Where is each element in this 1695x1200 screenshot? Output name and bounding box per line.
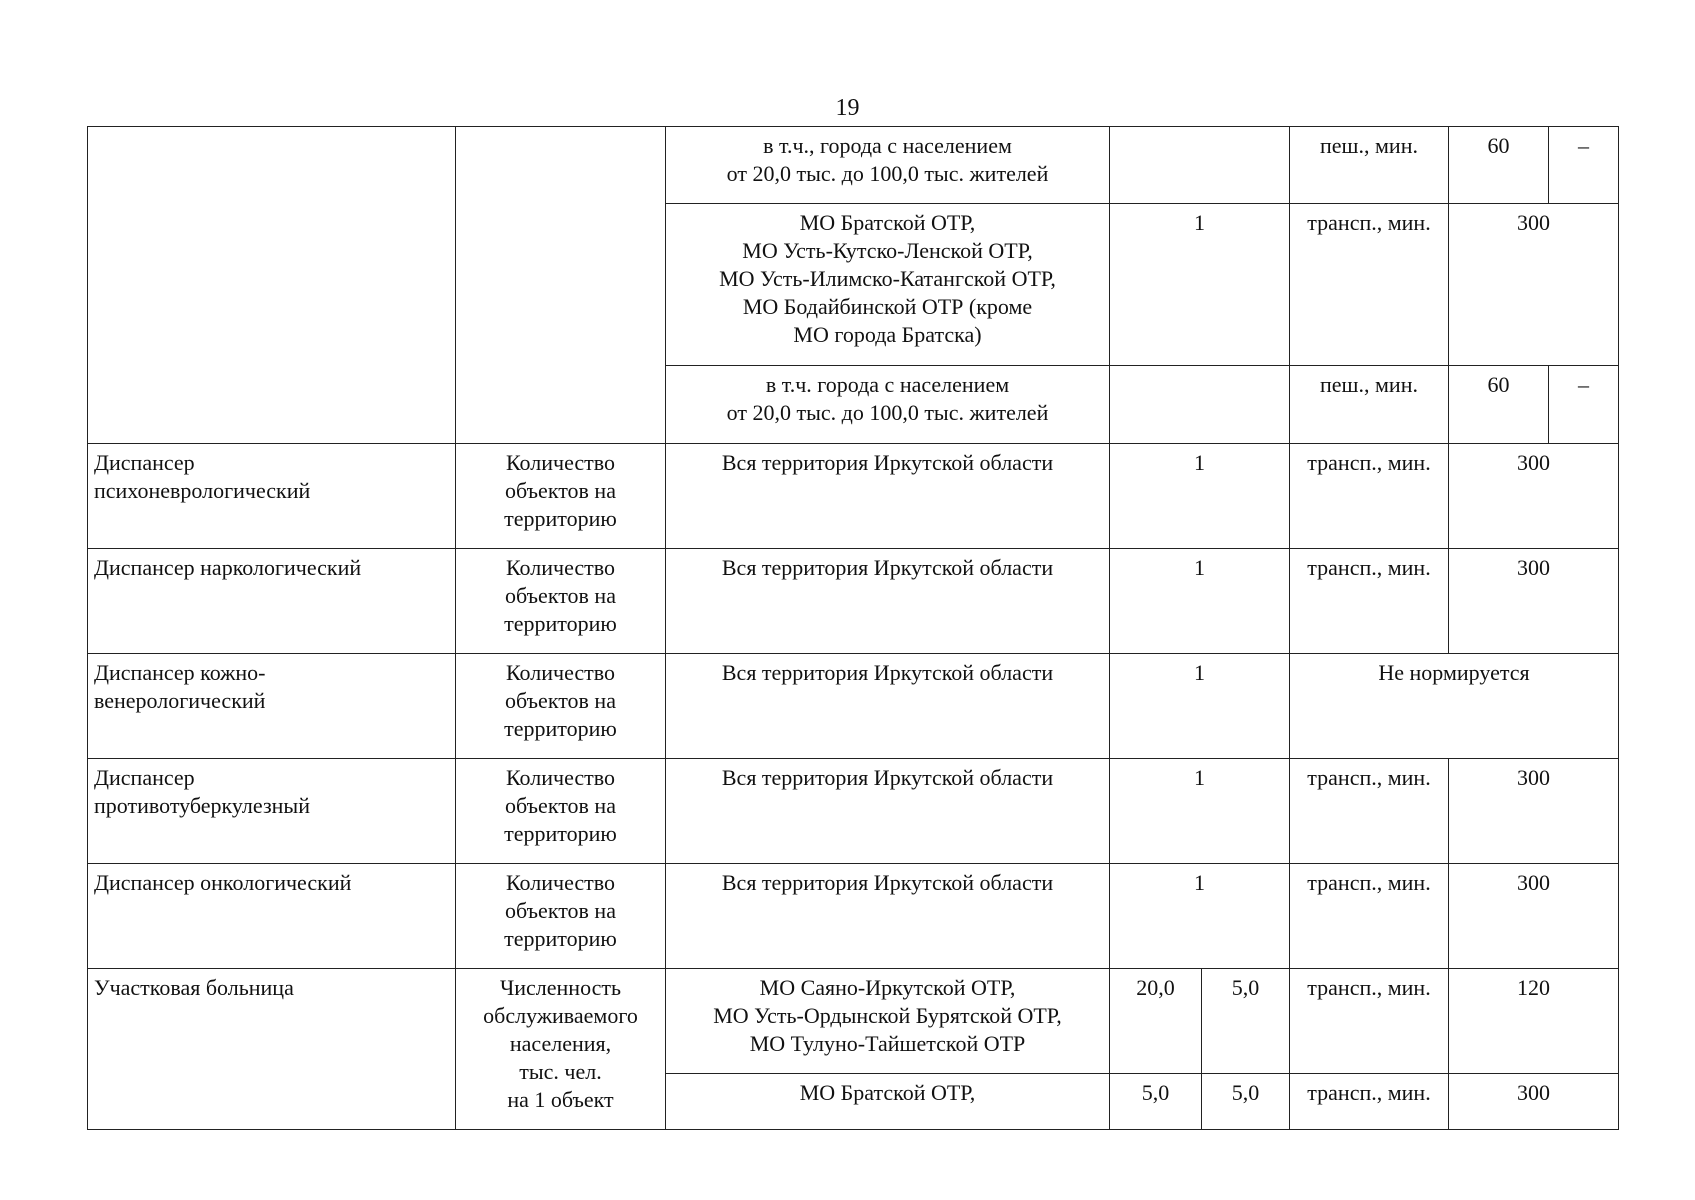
cell-indicator: Численность обслуживаемого населения, тыс. чел. на 1 объект: [456, 969, 666, 1130]
cell-facility-name: Диспансер кожно- венерологический: [88, 654, 456, 759]
cell-access-type: трансп., мин.: [1290, 864, 1449, 969]
cell-indicator-continued: [456, 127, 666, 444]
cell-count: 1: [1110, 549, 1290, 654]
cell-access-value: 300: [1449, 204, 1619, 366]
cell-count: 1: [1110, 864, 1290, 969]
table-row: [88, 127, 1619, 204]
cell-facility-name: Диспансер психоневрологический: [88, 444, 456, 549]
cell-access-type: трансп., мин.: [1290, 1074, 1449, 1130]
cell-access-value: 300: [1449, 1074, 1619, 1130]
cell-facility-name: Участковая больница: [88, 969, 456, 1130]
cell-access-value: 60: [1449, 366, 1549, 444]
cell-access-type: пеш., мин.: [1290, 366, 1449, 444]
table-row: [88, 654, 1619, 759]
cell-access-type: трансп., мин.: [1290, 204, 1449, 366]
cell-facility-name: Диспансер онкологический: [88, 864, 456, 969]
cell-value-2: 5,0: [1202, 969, 1290, 1074]
cell-facility-name: Диспансер наркологический: [88, 549, 456, 654]
cell-value-1: 20,0: [1110, 969, 1202, 1074]
cell-territory: Вся территория Иркутской области: [666, 864, 1110, 969]
cell-access-value: 300: [1449, 864, 1619, 969]
cell-facility-name: Диспансер противотуберкулезный: [88, 759, 456, 864]
cell-count: 1: [1110, 759, 1290, 864]
cell-indicator: Количество объектов на территорию: [456, 444, 666, 549]
cell-count: 1: [1110, 654, 1290, 759]
cell-territory: Вся территория Иркутской области: [666, 444, 1110, 549]
cell-territory: Вся территория Иркутской области: [666, 549, 1110, 654]
table-row: [88, 444, 1619, 549]
cell-access-value: 300: [1449, 444, 1619, 549]
cell-count: [1110, 366, 1290, 444]
cell-access-value: 120: [1449, 969, 1619, 1074]
cell-access-value: 300: [1449, 549, 1619, 654]
cell-value-1: 5,0: [1110, 1074, 1202, 1130]
cell-access-type: трансп., мин.: [1290, 549, 1449, 654]
page-number: 19: [835, 95, 860, 121]
cell-access-type: пеш., мин.: [1290, 127, 1449, 204]
cell-access-value: 300: [1449, 759, 1619, 864]
norms-table: [87, 126, 1619, 1130]
cell-access-value: 60: [1449, 127, 1549, 204]
cell-facility-continued: [88, 127, 456, 444]
cell-indicator: Количество объектов на территорию: [456, 759, 666, 864]
cell-access-not-normalized: Не нормируется: [1290, 654, 1619, 759]
cell-count: 1: [1110, 444, 1290, 549]
cell-access-type: трансп., мин.: [1290, 759, 1449, 864]
cell-territory: МО Братской ОТР, МО Усть-Кутско-Ленской ОТР, МО Усть-Илимско-Катангской ОТР, МО Бодайбинской ОТР (кроме МО города Братска): [666, 204, 1110, 366]
table-row: [88, 864, 1619, 969]
table-row: [88, 759, 1619, 864]
cell-indicator: Количество объектов на территорию: [456, 654, 666, 759]
cell-territory: МО Братской ОТР,: [666, 1074, 1110, 1130]
cell-extra: –: [1549, 366, 1619, 444]
cell-access-type: трансп., мин.: [1290, 444, 1449, 549]
cell-indicator: Количество объектов на территорию: [456, 864, 666, 969]
cell-indicator: Количество объектов на территорию: [456, 549, 666, 654]
cell-extra: –: [1549, 127, 1619, 204]
table-row: [88, 549, 1619, 654]
cell-value-2: 5,0: [1202, 1074, 1290, 1130]
cell-territory: Вся территория Иркутской области: [666, 654, 1110, 759]
cell-count: 1: [1110, 204, 1290, 366]
cell-territory: МО Саяно-Иркутской ОТР, МО Усть-Ордынской Бурятской ОТР, МО Тулуно-Тайшетской ОТР: [666, 969, 1110, 1074]
cell-count: [1110, 127, 1290, 204]
cell-territory: в т.ч., города с населением от 20,0 тыс. до 100,0 тыс. жителей: [666, 127, 1110, 204]
cell-territory: Вся территория Иркутской области: [666, 759, 1110, 864]
cell-access-type: трансп., мин.: [1290, 969, 1449, 1074]
table-row: [88, 969, 1619, 1074]
cell-territory: в т.ч. города с населением от 20,0 тыс. до 100,0 тыс. жителей: [666, 366, 1110, 444]
